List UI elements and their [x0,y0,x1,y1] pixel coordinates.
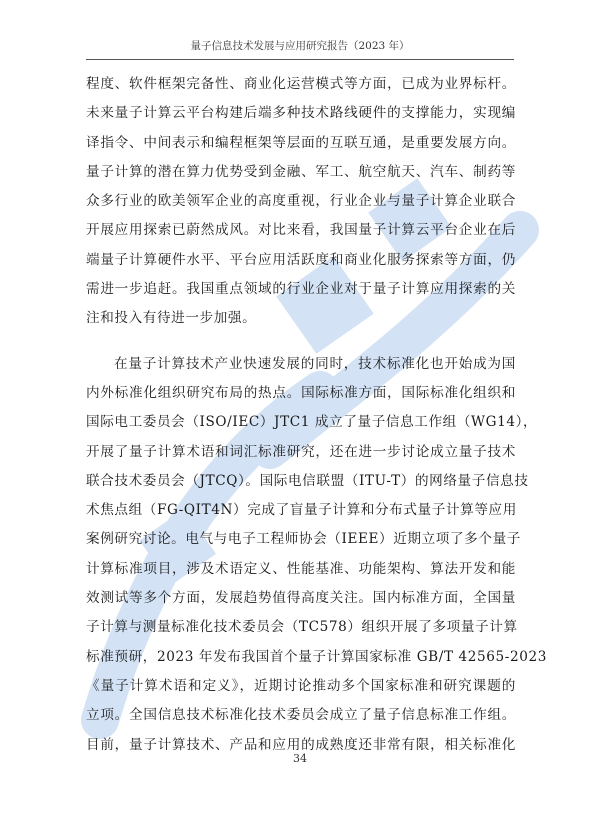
page-number: 34 [293,752,307,765]
text-line: 术焦点组（FG-QIT4N）完成了盲量子计算和分布式量子计算等应用 [86,502,517,519]
text-line: 众多行业的欧美领军企业的高度重视，行业企业与量子计算企业联合 [86,193,516,210]
text-line: 在量子计算技术产业快速发展的同时，技术标准化也开始成为国 [114,355,516,372]
text-line: 未来量子计算云平台构建后端多种技术路线硬件的支撑能力，实现编 [86,105,516,122]
text-line: 立项。全国信息技术标准化技术委员会成立了量子信息标准工作组。 [86,707,516,724]
text-line: 标准预研，2023 年发布我国首个量子计算国家标准 GB/T 42565-2023 [86,648,547,665]
paragraph-1 [86,70,516,334]
text-line: 目前，量子计算技术、产品和应用的成熟度还非常有限，相关标准化 [86,736,516,753]
text-line: 译指令、中间表示和编程框架等层面的互联互通，是重要发展方向。 [86,134,516,151]
text-line: 国际电工委员会（ISO/IEC）JTC1 成立了量子信息工作组（WG14）， [86,414,538,431]
text-line: 程度、软件框架完备性、商业化运营模式等方面，已成为业界标杆。 [86,76,516,92]
text-line: 联合技术委员会（JTCQ）。国际电信联盟（ITU-T）的网络量子信息技 [86,472,529,489]
running-header: 量子信息技术发展与应用研究报告（2023 年） [86,38,514,60]
text-line: 案例研究讨论。电气与电子工程师协会（IEEE）近期立项了多个量子 [86,531,521,548]
body-text [86,70,547,760]
text-line: 开展了量子计算术语和词汇标准研究，还在进一步讨论成立量子技术 [86,443,516,460]
text-line: 子计算与测量标准化技术委员会（TC578）组织开展了多项量子计算 [86,619,518,636]
text-line: 《量子计算术语和定义》，近期讨论推动多个国家标准和研究课题的 [86,677,516,694]
text-line: 注和投入有待进一步加强。 [86,310,257,327]
paragraph-2 [86,350,547,760]
text-line: 计算标准项目，涉及术语定义、性能基准、功能架构、算法开发和能 [86,560,516,577]
text-line: 开展应用探索已蔚然成风。对比来看，我国量子计算云平台企业在后 [86,222,516,239]
text-line: 内外标准化组织研究布局的热点。国际标准方面，国际标准化组织和 [86,384,516,401]
text-line: 量子计算的潜在算力优势受到金融、军工、航空航天、汽车、制药等 [86,163,516,180]
text-line: 需进一步追赶。我国重点领域的行业企业对于量子计算应用探索的关 [86,281,516,298]
text-line: 效测试等多个方面，发展趋势值得高度关注。国内标准方面，全国量 [86,590,516,607]
text-line: 端量子计算硬件水平、平台应用活跃度和商业化服务探索等方面，仍 [86,251,516,268]
